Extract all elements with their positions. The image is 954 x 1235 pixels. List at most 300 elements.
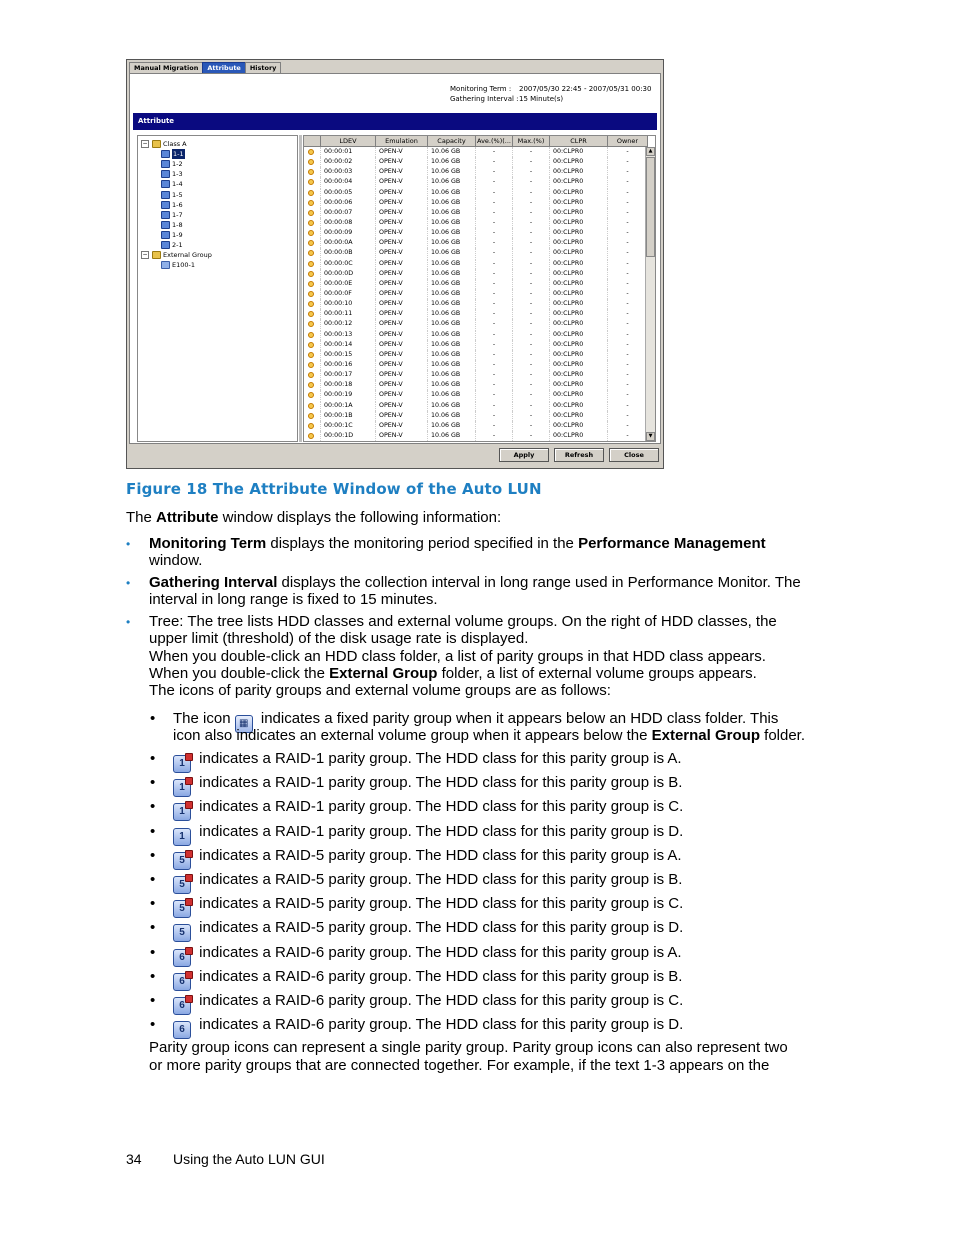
ldev-status-icon bbox=[304, 167, 321, 177]
ldev-table bbox=[303, 135, 656, 442]
collapse-icon[interactable]: − bbox=[142, 140, 148, 147]
table-cell: 10.06 GB bbox=[428, 218, 476, 228]
table-cell: 00:00:19 bbox=[321, 390, 376, 400]
table-cell: 00:00:05 bbox=[321, 188, 376, 198]
column-header[interactable]: Owner bbox=[608, 136, 648, 147]
sub-bullet: • bbox=[150, 846, 156, 864]
table-cell: - bbox=[476, 147, 513, 157]
table-cell: 10.06 GB bbox=[428, 411, 476, 421]
ldev-status-icon bbox=[304, 198, 321, 208]
table-cell: 10.06 GB bbox=[428, 248, 476, 258]
tree-node[interactable] bbox=[161, 159, 183, 169]
table-cell: OPEN-V bbox=[376, 279, 428, 289]
table-cell: 10.06 GB bbox=[428, 289, 476, 299]
table-cell: 00:00:18 bbox=[321, 380, 376, 390]
table-cell: - bbox=[608, 238, 648, 248]
column-header[interactable]: Max.(%) bbox=[513, 136, 550, 147]
table-row[interactable] bbox=[304, 167, 648, 177]
ldev-status-icon bbox=[304, 431, 321, 441]
bullet-tree-line2: upper limit (threshold) of the disk usage rate is displayed. bbox=[149, 630, 529, 647]
table-cell: - bbox=[476, 330, 513, 340]
ldev-status-icon bbox=[304, 421, 321, 431]
table-cell: - bbox=[476, 340, 513, 350]
ldev-status-icon bbox=[304, 370, 321, 380]
raid-icon-item bbox=[173, 992, 683, 1015]
table-cell: 00:CLPR0 bbox=[550, 319, 608, 329]
bullet-gathering-interval bbox=[149, 574, 801, 591]
table-row[interactable] bbox=[304, 157, 648, 167]
table-cell: 00:CLPR0 bbox=[550, 289, 608, 299]
table-cell: - bbox=[608, 218, 648, 228]
tree-node-label: 1-1 bbox=[173, 150, 184, 159]
raid-icon-item bbox=[173, 1016, 683, 1039]
table-row[interactable] bbox=[304, 401, 648, 411]
table-row[interactable] bbox=[304, 259, 648, 269]
tree-node-label: 1-8 bbox=[172, 220, 183, 229]
table-cell: 00:CLPR0 bbox=[550, 177, 608, 187]
sub-bullet: • bbox=[150, 822, 156, 840]
table-cell: 00:00:1C bbox=[321, 421, 376, 431]
table-cell: - bbox=[476, 431, 513, 441]
table-row[interactable] bbox=[304, 330, 648, 340]
sub-bullet: • bbox=[150, 1016, 156, 1034]
ldev-status-icon bbox=[304, 340, 321, 350]
raid-icon-text: indicates a RAID-1 parity group. The HDD class for this parity group is A. bbox=[195, 750, 682, 767]
b1-bold: Monitoring Term bbox=[149, 535, 267, 552]
table-cell: 00:CLPR0 bbox=[550, 208, 608, 218]
ldev-status-icon bbox=[304, 350, 321, 360]
table-cell: 10.06 GB bbox=[428, 421, 476, 431]
scroll-thumb[interactable] bbox=[646, 157, 655, 257]
table-cell: - bbox=[608, 208, 648, 218]
table-cell: - bbox=[608, 279, 648, 289]
tree-node[interactable] bbox=[161, 230, 183, 240]
tree-node[interactable] bbox=[161, 149, 185, 159]
scroll-up-icon[interactable]: ▲ bbox=[646, 147, 655, 156]
table-cell: - bbox=[513, 208, 550, 218]
tree-node-label: E100-1 bbox=[172, 261, 195, 270]
apply-button[interactable]: Apply bbox=[499, 448, 549, 462]
table-row[interactable] bbox=[304, 350, 648, 360]
raid-1-icon: 1 bbox=[173, 828, 191, 846]
tree-node[interactable] bbox=[141, 139, 187, 149]
table-row[interactable] bbox=[304, 380, 648, 390]
raid-icon-text: indicates a RAID-5 parity group. The HDD class for this parity group is B. bbox=[195, 871, 683, 888]
table-cell: - bbox=[476, 350, 513, 360]
tree-node[interactable] bbox=[161, 169, 183, 179]
ldev-status-icon bbox=[304, 177, 321, 187]
tab-strip bbox=[129, 62, 280, 73]
table-cell: - bbox=[513, 198, 550, 208]
table-row[interactable] bbox=[304, 340, 648, 350]
table-row[interactable] bbox=[304, 188, 648, 198]
tree-node-label: 1-4 bbox=[172, 180, 183, 189]
ldev-status-icon bbox=[304, 147, 321, 157]
table-cell: 00:CLPR0 bbox=[550, 248, 608, 258]
table-cell: - bbox=[513, 177, 550, 187]
table-cell: 00:CLPR0 bbox=[550, 390, 608, 400]
table-row[interactable] bbox=[304, 177, 648, 187]
column-header[interactable]: Ave.(%)(... bbox=[476, 136, 513, 147]
table-row[interactable] bbox=[304, 279, 648, 289]
table-cell: - bbox=[608, 309, 648, 319]
table-cell: OPEN-V bbox=[376, 421, 428, 431]
table-cell: - bbox=[476, 319, 513, 329]
tree-node[interactable] bbox=[161, 260, 195, 270]
tree-node-label: Class A bbox=[163, 140, 187, 148]
table-cell: 10.06 GB bbox=[428, 157, 476, 167]
table-row[interactable] bbox=[304, 208, 648, 218]
ldev-status-icon bbox=[304, 269, 321, 279]
table-cell: OPEN-V bbox=[376, 238, 428, 248]
splitter-handle[interactable] bbox=[299, 135, 302, 442]
table-cell: - bbox=[513, 147, 550, 157]
fixed-parity-icon-line2 bbox=[173, 727, 805, 744]
bullet-monitoring-term-line2: window. bbox=[149, 552, 203, 569]
raid-icon-item bbox=[173, 823, 683, 846]
table-cell: - bbox=[476, 167, 513, 177]
figure-caption: Figure 18 The Attribute Window of the Auto LUN bbox=[126, 480, 542, 498]
table-cell: 00:CLPR0 bbox=[550, 167, 608, 177]
table-cell: - bbox=[476, 248, 513, 258]
raid-5-icon: 5 bbox=[173, 900, 191, 918]
table-cell: 00:00:15 bbox=[321, 350, 376, 360]
table-cell: OPEN-V bbox=[376, 299, 428, 309]
table-row[interactable] bbox=[304, 370, 648, 380]
tree-node[interactable] bbox=[161, 190, 183, 200]
table-cell: OPEN-V bbox=[376, 401, 428, 411]
table-cell: - bbox=[513, 289, 550, 299]
table-cell: - bbox=[608, 299, 648, 309]
table-cell: - bbox=[476, 401, 513, 411]
table-cell: 10.06 GB bbox=[428, 269, 476, 279]
table-cell: 10.06 GB bbox=[428, 208, 476, 218]
raid-1-icon: 1 bbox=[173, 779, 191, 797]
table-cell: - bbox=[476, 289, 513, 299]
table-cell: OPEN-V bbox=[376, 248, 428, 258]
parity-group-icon bbox=[161, 191, 170, 199]
table-cell: OPEN-V bbox=[376, 259, 428, 269]
table-row[interactable] bbox=[304, 431, 648, 441]
fixed-parity-group-icon: ▦ bbox=[235, 715, 253, 733]
table-cell: 00:00:0A bbox=[321, 238, 376, 248]
table-cell: - bbox=[608, 177, 648, 187]
b1-mid: displays the monitoring period specified in the bbox=[266, 535, 579, 552]
raid-6-icon: 6 bbox=[173, 997, 191, 1015]
parity-group-icon bbox=[161, 160, 170, 168]
table-cell: - bbox=[608, 269, 648, 279]
sub-bullet: • bbox=[150, 871, 156, 888]
icon-first-l2-pre: icon also indicates an external volume group when it appears below the bbox=[173, 727, 652, 744]
sub-bullet: • bbox=[150, 798, 156, 816]
table-cell: 00:00:0B bbox=[321, 248, 376, 258]
parity-group-icon bbox=[161, 150, 170, 158]
table-cell: - bbox=[513, 330, 550, 340]
table-cell: - bbox=[608, 259, 648, 269]
table-cell: OPEN-V bbox=[376, 411, 428, 421]
table-cell: 00:00:17 bbox=[321, 370, 376, 380]
column-header[interactable]: LDEV bbox=[321, 136, 376, 147]
b2-bold: Gathering Interval bbox=[149, 574, 278, 591]
table-row[interactable] bbox=[304, 299, 648, 309]
table-cell: OPEN-V bbox=[376, 350, 428, 360]
table-cell: - bbox=[608, 380, 648, 390]
table-cell: - bbox=[513, 380, 550, 390]
table-cell: - bbox=[476, 390, 513, 400]
tree-node-label: 1-3 bbox=[172, 170, 183, 179]
table-row[interactable] bbox=[304, 421, 648, 431]
bullet-gathering-interval-line2: interval in long range is fixed to 15 minutes. bbox=[149, 591, 438, 608]
tree-node-label: 1-7 bbox=[172, 210, 183, 219]
table-cell: OPEN-V bbox=[376, 330, 428, 340]
table-cell: OPEN-V bbox=[376, 208, 428, 218]
table-cell: OPEN-V bbox=[376, 340, 428, 350]
table-cell: 00:CLPR0 bbox=[550, 218, 608, 228]
raid-icon-text: indicates a RAID-1 parity group. The HDD class for this parity group is D. bbox=[195, 822, 684, 840]
ldev-status-icon bbox=[304, 411, 321, 421]
table-cell: 00:00:09 bbox=[321, 228, 376, 238]
intro-paragraph bbox=[126, 509, 501, 526]
table-row[interactable] bbox=[304, 390, 648, 400]
raid-icon-text: indicates a RAID-6 parity group. The HDD class for this parity group is D. bbox=[195, 1016, 684, 1034]
ldev-status-icon bbox=[304, 228, 321, 238]
table-cell: 00:CLPR0 bbox=[550, 269, 608, 279]
folder-icon bbox=[152, 140, 161, 148]
table-cell: - bbox=[476, 269, 513, 279]
tab-attribute[interactable]: Attribute bbox=[202, 62, 245, 74]
table-row[interactable] bbox=[304, 289, 648, 299]
table-cell: 10.06 GB bbox=[428, 188, 476, 198]
table-cell: 10.06 GB bbox=[428, 279, 476, 289]
tree-node-label: 1-6 bbox=[172, 200, 183, 209]
table-cell: 10.06 GB bbox=[428, 401, 476, 411]
scroll-down-icon[interactable]: ▼ bbox=[646, 432, 655, 441]
footer-title: Using the Auto LUN GUI bbox=[173, 1151, 325, 1167]
table-cell: OPEN-V bbox=[376, 390, 428, 400]
ldev-status-icon bbox=[304, 390, 321, 400]
table-row[interactable] bbox=[304, 309, 648, 319]
table-cell: 00:CLPR0 bbox=[550, 431, 608, 441]
tree-node-label: 2-1 bbox=[172, 241, 183, 249]
bullet-tree-line4 bbox=[149, 665, 757, 682]
table-cell: 00:CLPR0 bbox=[550, 238, 608, 248]
table-row[interactable] bbox=[304, 411, 648, 421]
table-cell: - bbox=[513, 421, 550, 431]
table-cell: - bbox=[608, 411, 648, 421]
tree-node-label: 1-9 bbox=[172, 230, 183, 239]
table-cell: - bbox=[476, 309, 513, 319]
table-cell: 00:CLPR0 bbox=[550, 330, 608, 340]
table-cell: 00:CLPR0 bbox=[550, 188, 608, 198]
column-header[interactable]: CLPR bbox=[550, 136, 608, 147]
table-cell: 00:00:01 bbox=[321, 147, 376, 157]
table-cell: - bbox=[513, 218, 550, 228]
raid-1-icon: 1 bbox=[173, 803, 191, 821]
tree-node[interactable] bbox=[141, 250, 212, 260]
ldev-status-icon bbox=[304, 279, 321, 289]
table-cell: 00:00:1B bbox=[321, 411, 376, 421]
table-cell: 00:00:1D bbox=[321, 431, 376, 441]
collapse-icon[interactable]: − bbox=[142, 251, 148, 259]
bullet-icon: • bbox=[126, 537, 131, 551]
icon-first-l2-bold: External Group bbox=[651, 727, 760, 744]
tree-node[interactable] bbox=[161, 240, 183, 250]
external-volume-icon bbox=[161, 261, 170, 269]
monitoring-info bbox=[450, 84, 651, 104]
parity-group-icon bbox=[161, 231, 170, 239]
table-cell: - bbox=[513, 259, 550, 269]
table-cell: - bbox=[608, 340, 648, 350]
parity-group-icon bbox=[161, 211, 170, 219]
ldev-status-icon bbox=[304, 330, 321, 340]
parity-group-icon bbox=[161, 201, 170, 209]
table-cell: 00:00:0F bbox=[321, 289, 376, 299]
table-row[interactable] bbox=[304, 319, 648, 329]
table-cell: 10.06 GB bbox=[428, 198, 476, 208]
table-cell: 10.06 GB bbox=[428, 360, 476, 370]
monitoring-term-value: 2007/05/30 22:45 - 2007/05/31 00:30 bbox=[519, 85, 652, 93]
table-cell: - bbox=[513, 360, 550, 370]
ldev-status-icon bbox=[304, 157, 321, 167]
sub-bullet: • bbox=[150, 774, 156, 792]
table-cell: 00:CLPR0 bbox=[550, 411, 608, 421]
table-cell: - bbox=[513, 319, 550, 329]
table-cell: - bbox=[476, 259, 513, 269]
table-cell: 10.06 GB bbox=[428, 350, 476, 360]
closing-line1: Parity group icons can represent a single parity group. Parity group icons can also represent two bbox=[149, 1039, 788, 1056]
table-cell: OPEN-V bbox=[376, 380, 428, 390]
tab-manual-migration[interactable]: Manual Migration bbox=[129, 62, 203, 74]
table-cell: 00:00:13 bbox=[321, 330, 376, 340]
table-cell: 10.06 GB bbox=[428, 177, 476, 187]
raid-icon-item bbox=[173, 847, 682, 870]
table-cell: - bbox=[476, 228, 513, 238]
table-cell: - bbox=[476, 411, 513, 421]
raid-6-icon: 6 bbox=[173, 949, 191, 967]
table-cell: - bbox=[476, 198, 513, 208]
table-cell: - bbox=[476, 218, 513, 228]
tree-node-label: External Group bbox=[163, 251, 212, 260]
tree-node[interactable] bbox=[161, 220, 183, 230]
sub-bullet: • bbox=[150, 750, 156, 767]
table-header bbox=[304, 136, 648, 147]
table-cell: - bbox=[476, 370, 513, 380]
table-cell: - bbox=[608, 350, 648, 360]
raid-icon-text: indicates a RAID-6 parity group. The HDD class for this parity group is A. bbox=[195, 943, 682, 961]
table-cell: - bbox=[608, 289, 648, 299]
table-cell: 00:00:0E bbox=[321, 279, 376, 289]
vertical-scrollbar[interactable] bbox=[645, 147, 655, 441]
table-cell: 00:CLPR0 bbox=[550, 279, 608, 289]
table-cell: 00:00:04 bbox=[321, 177, 376, 187]
table-cell: 00:00:10 bbox=[321, 299, 376, 309]
class-tree[interactable] bbox=[137, 135, 298, 442]
close-button[interactable]: Close bbox=[609, 448, 659, 462]
table-cell: OPEN-V bbox=[376, 319, 428, 329]
ldev-status-icon bbox=[304, 309, 321, 319]
table-row[interactable] bbox=[304, 238, 648, 248]
raid-5-icon: 5 bbox=[173, 924, 191, 942]
column-header[interactable]: Emulation bbox=[376, 136, 428, 147]
table-cell: - bbox=[513, 431, 550, 441]
table-cell: - bbox=[513, 340, 550, 350]
sub-bullet: • bbox=[150, 919, 156, 937]
bullet-tree-line3: When you double-click an HDD class folder, a list of parity groups in that HDD class appears. bbox=[149, 648, 766, 665]
table-cell: 00:00:11 bbox=[321, 309, 376, 319]
table-cell: - bbox=[513, 350, 550, 360]
tree-node[interactable] bbox=[161, 200, 183, 210]
raid-icon-item bbox=[173, 798, 683, 821]
tree-node[interactable] bbox=[161, 179, 183, 189]
b3-l4-pre: When you double-click the bbox=[149, 665, 330, 682]
attribute-title-bar: Attribute bbox=[133, 113, 657, 130]
b1-bold2: Performance Management bbox=[578, 535, 766, 552]
table-cell: - bbox=[608, 198, 648, 208]
table-cell: - bbox=[608, 188, 648, 198]
table-row[interactable] bbox=[304, 218, 648, 228]
table-cell: OPEN-V bbox=[376, 360, 428, 370]
table-cell: OPEN-V bbox=[376, 228, 428, 238]
table-cell: 10.06 GB bbox=[428, 228, 476, 238]
raid-icon-text: indicates a RAID-5 parity group. The HDD class for this parity group is C. bbox=[195, 895, 684, 913]
table-cell: - bbox=[513, 411, 550, 421]
raid-icon-text: indicates a RAID-1 parity group. The HDD class for this parity group is B. bbox=[195, 774, 683, 792]
table-row[interactable] bbox=[304, 147, 648, 157]
table-cell: 10.06 GB bbox=[428, 330, 476, 340]
tab-history[interactable]: History bbox=[245, 62, 282, 74]
tree-node[interactable] bbox=[161, 210, 183, 220]
table-cell: 00:CLPR0 bbox=[550, 350, 608, 360]
table-cell: 10.06 GB bbox=[428, 238, 476, 248]
ldev-status-icon bbox=[304, 299, 321, 309]
table-row[interactable] bbox=[304, 198, 648, 208]
table-cell: - bbox=[513, 157, 550, 167]
attribute-window-screenshot bbox=[126, 59, 664, 469]
table-row[interactable] bbox=[304, 269, 648, 279]
page-number: 34 bbox=[126, 1151, 142, 1167]
raid-icon-item bbox=[173, 871, 682, 894]
raid-5-icon: 5 bbox=[173, 876, 191, 894]
table-cell: 00:00:06 bbox=[321, 198, 376, 208]
icon-first-pre: The icon bbox=[173, 710, 235, 727]
ldev-status-icon bbox=[304, 238, 321, 248]
table-cell: - bbox=[513, 269, 550, 279]
column-header[interactable]: Capacity bbox=[428, 136, 476, 147]
raid-icon-text: indicates a RAID-5 parity group. The HDD class for this parity group is D. bbox=[195, 919, 684, 937]
column-header[interactable] bbox=[304, 136, 321, 147]
table-cell: 10.06 GB bbox=[428, 380, 476, 390]
raid-icon-item bbox=[173, 774, 682, 797]
raid-icon-text: indicates a RAID-6 parity group. The HDD class for this parity group is B. bbox=[195, 967, 683, 985]
table-cell: 00:CLPR0 bbox=[550, 340, 608, 350]
table-cell: 00:CLPR0 bbox=[550, 421, 608, 431]
table-cell: OPEN-V bbox=[376, 167, 428, 177]
table-cell: OPEN-V bbox=[376, 431, 428, 441]
table-row[interactable] bbox=[304, 228, 648, 238]
table-cell: - bbox=[608, 319, 648, 329]
attribute-panel bbox=[129, 73, 661, 444]
table-cell: - bbox=[476, 421, 513, 431]
table-row[interactable] bbox=[304, 248, 648, 258]
refresh-button[interactable]: Refresh bbox=[554, 448, 604, 462]
table-cell: - bbox=[476, 177, 513, 187]
tree-node-label: 1-5 bbox=[172, 190, 183, 199]
table-cell: 00:CLPR0 bbox=[550, 198, 608, 208]
table-cell: 00:00:07 bbox=[321, 208, 376, 218]
table-cell: OPEN-V bbox=[376, 198, 428, 208]
b3-l4-post: folder, a list of external volume groups appears. bbox=[437, 665, 757, 682]
table-row[interactable] bbox=[304, 360, 648, 370]
